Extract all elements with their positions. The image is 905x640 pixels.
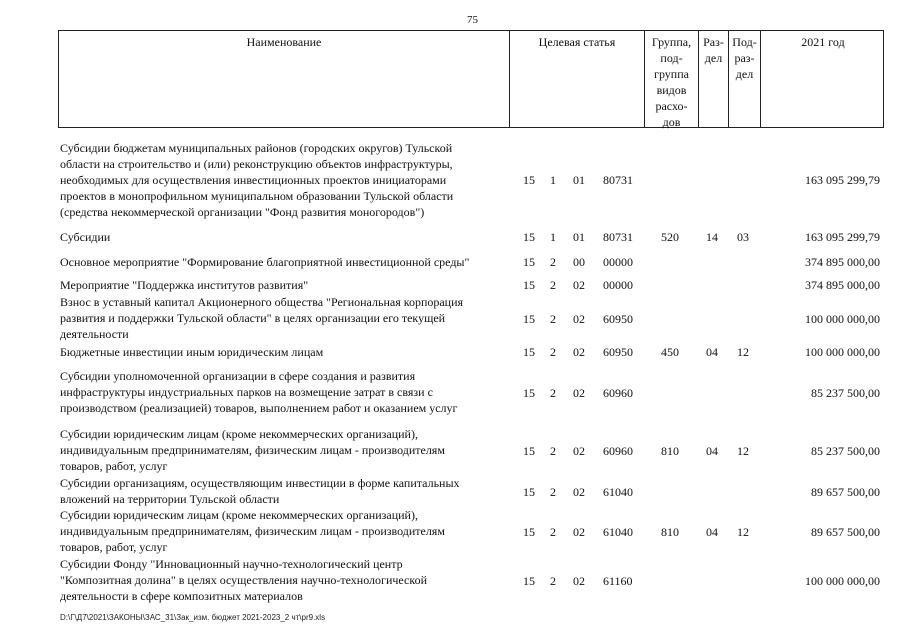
code-subsection: 12 <box>737 525 749 539</box>
row-name: Субсидии уполномоченной организации в сфере создания и развития инфраструктуры индустриальных парков на возмещение затрат в связи с производством (реализацией) товаров, выполнением работ и оказанием услуг <box>60 369 458 415</box>
code-section: 04 <box>706 444 718 458</box>
code-type: 2 <box>550 574 556 588</box>
code-direction: 60950 <box>603 312 633 326</box>
header-group: Группа, под- группа видов расхо- дов <box>651 35 692 129</box>
code-type: 2 <box>550 345 556 359</box>
header-name-cell <box>59 31 510 127</box>
header-target-cell <box>510 31 645 127</box>
row-name: Субсидии организациям, осуществляющим инвестиции в форме капитальных вложений на территории Тульской области <box>60 476 460 506</box>
code-event: 02 <box>573 345 585 359</box>
code-type: 2 <box>550 255 556 269</box>
code-event: 00 <box>573 255 585 269</box>
code-subsection: 03 <box>737 230 749 244</box>
code-section: 14 <box>706 230 718 244</box>
code-expense-group: 450 <box>661 345 679 359</box>
code-direction: 61040 <box>603 525 633 539</box>
code-event: 02 <box>573 312 585 326</box>
code-program: 15 <box>523 485 535 499</box>
code-event: 02 <box>573 485 585 499</box>
code-direction: 61040 <box>603 485 633 499</box>
header-group-cell <box>645 31 699 127</box>
row-name: Субсидии <box>60 230 111 244</box>
row-amount: 89 657 500,00 <box>811 525 880 539</box>
row-amount: 85 237 500,00 <box>811 444 880 458</box>
code-type: 2 <box>550 312 556 326</box>
code-event: 01 <box>573 230 585 244</box>
code-program: 15 <box>523 345 535 359</box>
code-program: 15 <box>523 525 535 539</box>
row-name: Субсидии Фонду "Инновационный научно-технологический центр "Композитная долина" в целях осуществления научно-технологической деятельности в сфере композитных материалов <box>60 557 428 603</box>
code-event: 02 <box>573 444 585 458</box>
code-type: 2 <box>550 278 556 292</box>
code-section: 04 <box>706 345 718 359</box>
row-amount: 163 095 299,79 <box>805 230 880 244</box>
code-direction: 60950 <box>603 345 633 359</box>
code-program: 15 <box>523 173 535 187</box>
code-subsection: 12 <box>737 444 749 458</box>
row-amount: 89 657 500,00 <box>811 485 880 499</box>
code-direction: 80731 <box>603 173 633 187</box>
code-direction: 00000 <box>603 255 633 269</box>
code-program: 15 <box>523 386 535 400</box>
row-amount: 85 237 500,00 <box>811 386 880 400</box>
row-name: Субсидии юридическим лицам (кроме некоммерческих организаций), индивидуальным предпринимателям, физическим лицам - производителям товаров, работ, услуг <box>60 508 445 554</box>
code-direction: 80731 <box>603 230 633 244</box>
header-section: Раз- дел <box>703 35 724 65</box>
row-name: Взнос в уставный капитал Акционерного общества "Региональная корпорация развития и поддержки Тульской области" в целях организации его текущей деятельности <box>60 295 464 341</box>
header-year-cell <box>761 31 885 127</box>
code-type: 1 <box>550 230 556 244</box>
row-amount: 374 895 000,00 <box>805 278 880 292</box>
code-direction: 00000 <box>603 278 633 292</box>
row-name: Субсидии бюджетам муниципальных районов (городских округов) Тульской области на строительство и (или) реконструкцию объектов инфраструктуры, необходимых для осуществления инвестиционных проектов инициаторами проектов в монопрофильном муниципальном образовании Тульской области (средства некоммерческой организации "Фонд развития моногородов") <box>60 141 454 219</box>
code-program: 15 <box>523 278 535 292</box>
row-name: Основное мероприятие "Формирование благоприятной инвестиционной среды" <box>60 255 470 269</box>
code-direction: 60960 <box>603 444 633 458</box>
row-amount: 163 095 299,79 <box>805 173 880 187</box>
code-expense-group: 810 <box>661 444 679 458</box>
row-name: Субсидии юридическим лицам (кроме некоммерческих организаций), индивидуальным предпринимателям, физическим лицам - производителям товаров, работ, услуг <box>60 427 445 473</box>
code-program: 15 <box>523 444 535 458</box>
row-amount: 374 895 000,00 <box>805 255 880 269</box>
header-section-cell <box>699 31 729 127</box>
header-year: 2021 год <box>801 35 845 49</box>
footer-file-path: D:\Г\Д7\2021\ЗАКОНЫ\ЗАС_31\Зак_изм. бюджет 2021-2023_2 чт\pr9.xls <box>60 613 326 622</box>
code-program: 15 <box>523 312 535 326</box>
table-header <box>58 30 884 128</box>
header-target: Целевая статья <box>538 35 616 49</box>
page-number: 75 <box>467 14 478 26</box>
code-direction: 61160 <box>603 574 633 588</box>
code-type: 2 <box>550 525 556 539</box>
code-event: 02 <box>573 525 585 539</box>
code-type: 1 <box>550 173 556 187</box>
code-program: 15 <box>523 574 535 588</box>
header-subsection: Под- раз- дел <box>732 35 757 81</box>
code-event: 02 <box>573 386 585 400</box>
row-amount: 100 000 000,00 <box>805 312 880 326</box>
code-type: 2 <box>550 386 556 400</box>
code-expense-group: 810 <box>661 525 679 539</box>
code-program: 15 <box>523 255 535 269</box>
code-event: 02 <box>573 574 585 588</box>
row-amount: 100 000 000,00 <box>805 345 880 359</box>
code-event: 02 <box>573 278 585 292</box>
code-event: 01 <box>573 173 585 187</box>
header-name: Наименование <box>246 35 322 49</box>
code-type: 2 <box>550 444 556 458</box>
code-program: 15 <box>523 230 535 244</box>
header-subsection-cell <box>729 31 761 127</box>
row-name: Мероприятие "Поддержка институтов развития" <box>60 278 309 292</box>
code-expense-group: 520 <box>661 230 679 244</box>
code-subsection: 12 <box>737 345 749 359</box>
code-section: 04 <box>706 525 718 539</box>
row-name: Бюджетные инвестиции иным юридическим лицам <box>60 345 324 359</box>
code-direction: 60960 <box>603 386 633 400</box>
code-type: 2 <box>550 485 556 499</box>
row-amount: 100 000 000,00 <box>805 574 880 588</box>
